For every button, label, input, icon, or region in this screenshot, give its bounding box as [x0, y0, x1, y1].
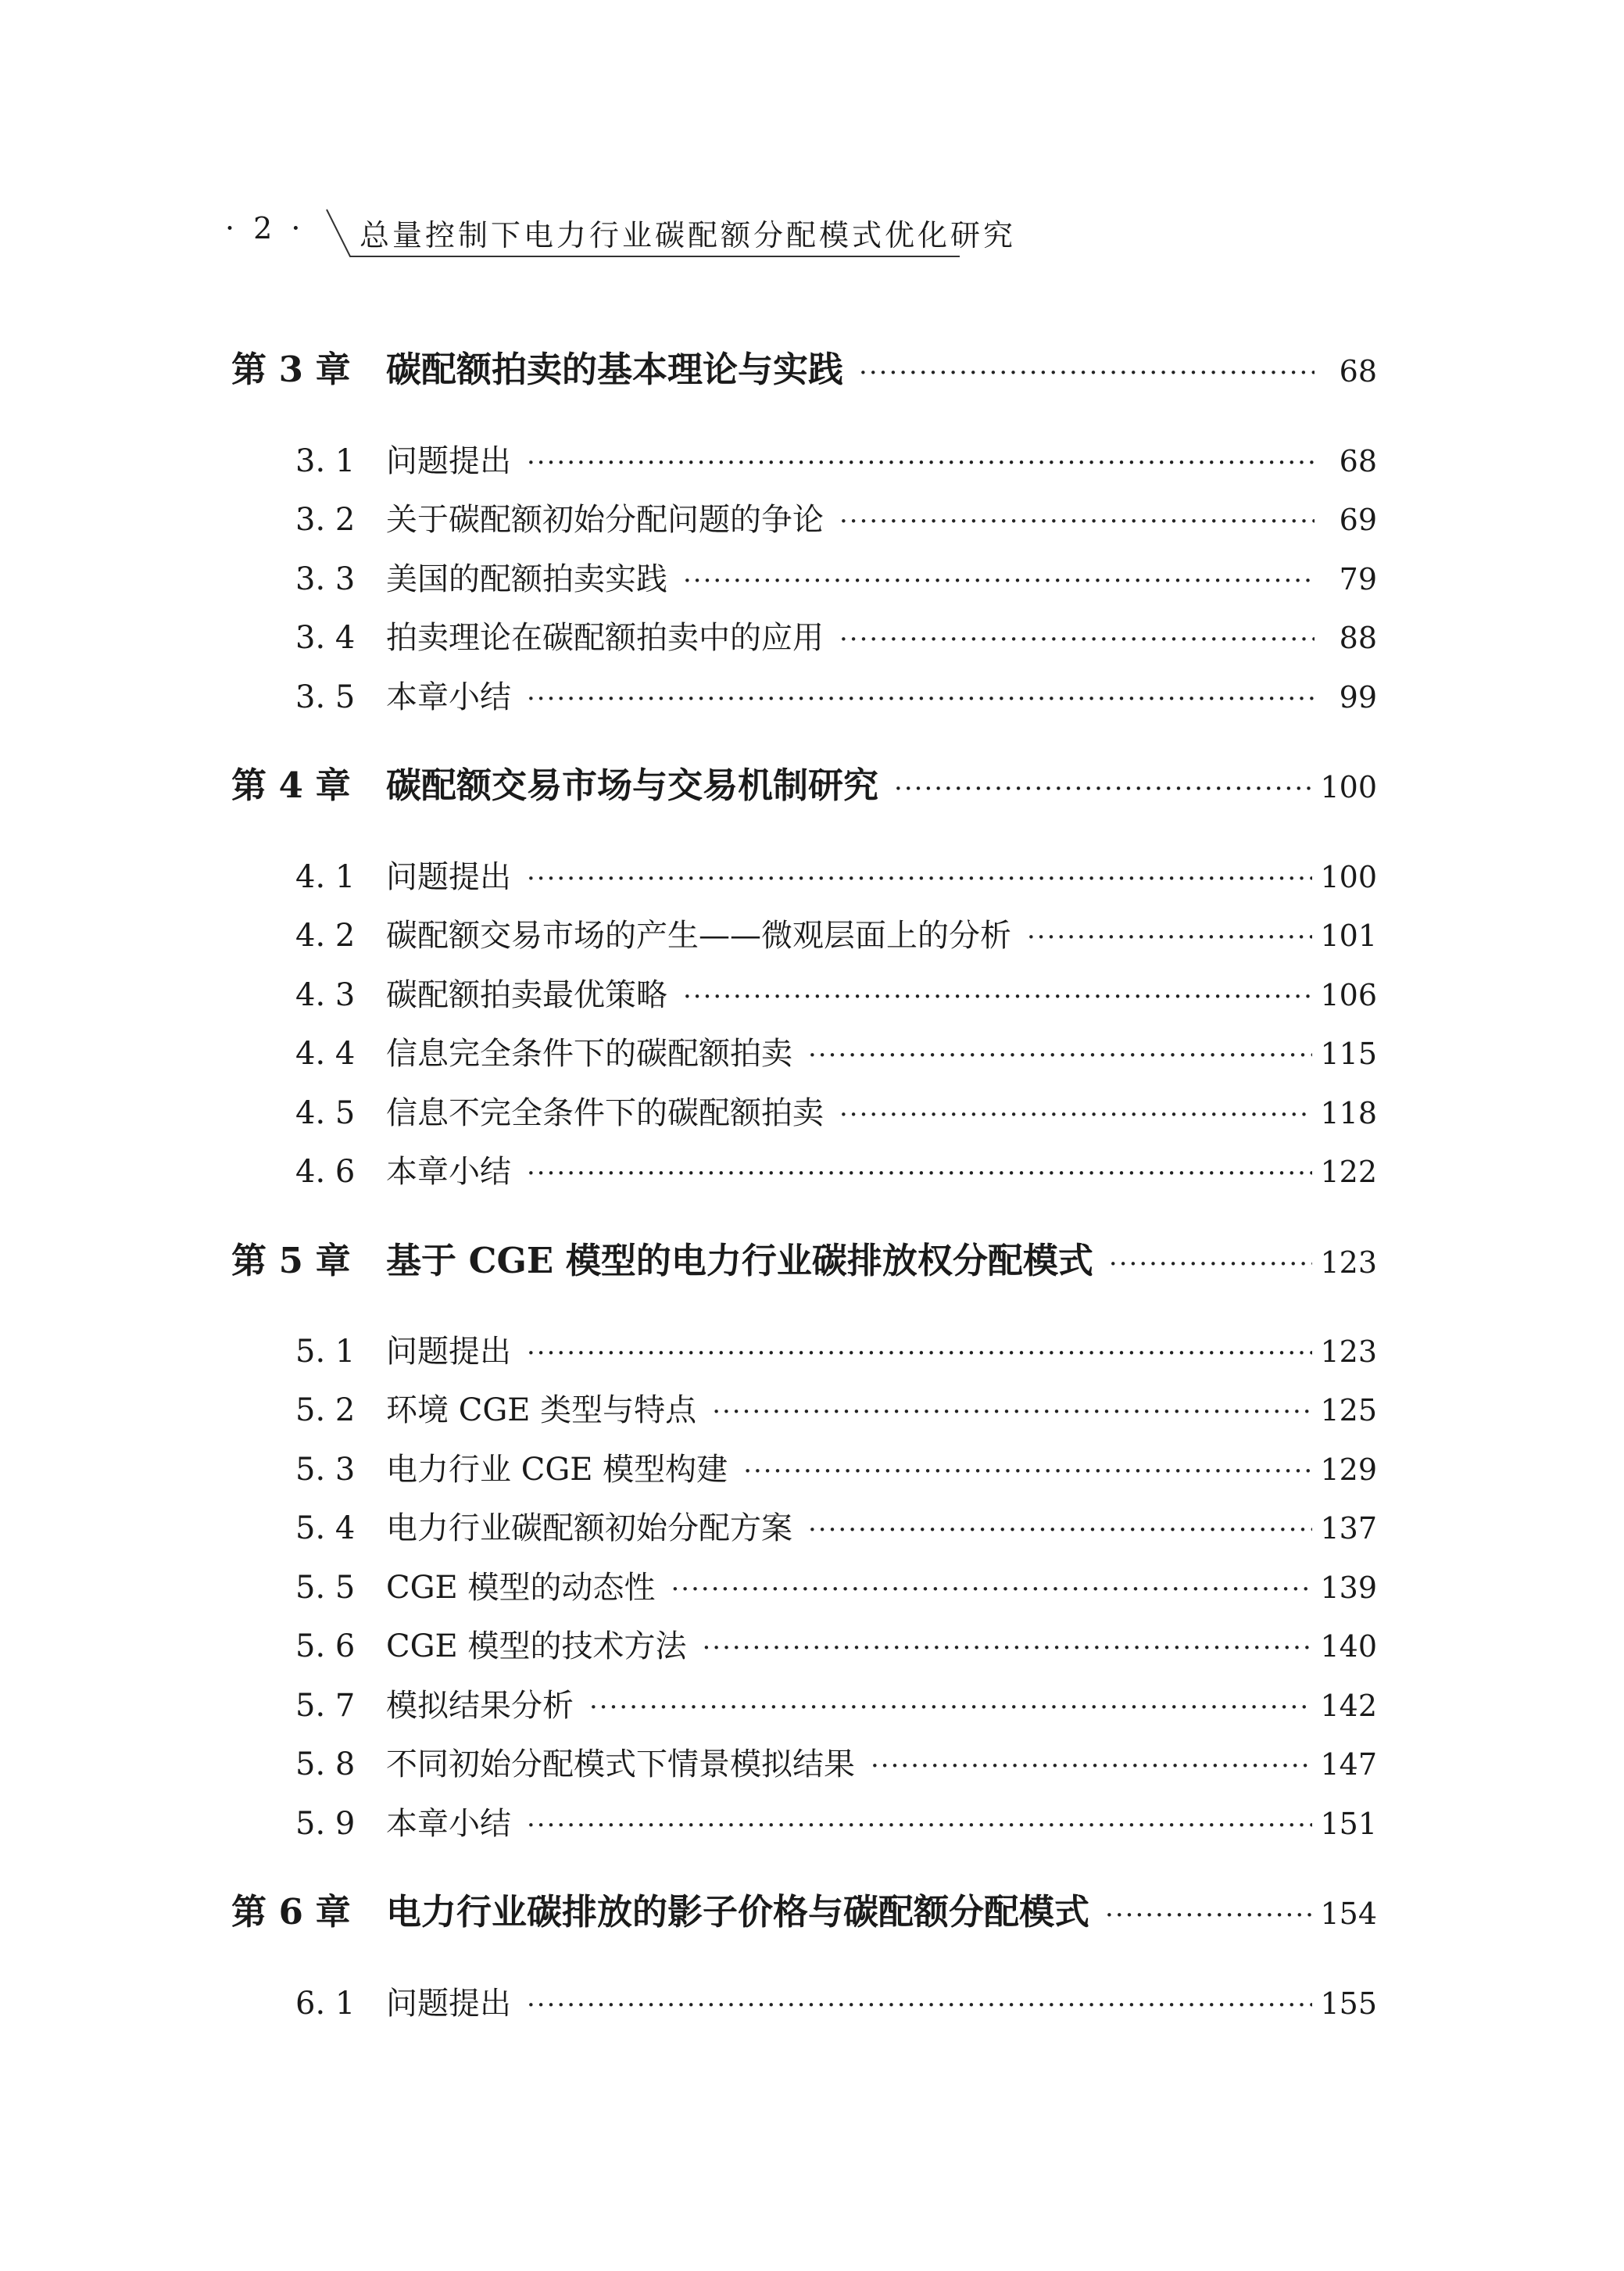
section-title: 环境 CGE 类型与特点	[386, 1392, 697, 1428]
section-number: 5. 1	[295, 1334, 356, 1370]
section-title: 碳配额交易市场的产生——微观层面上的分析	[386, 918, 1011, 954]
toc-section-3-4[interactable]	[295, 613, 1377, 657]
dot-leader	[859, 357, 1315, 389]
section-title: 电力行业碳配额初始分配方案	[386, 1510, 792, 1546]
dot-leader	[808, 1514, 1312, 1546]
page-ref: 122	[1320, 1155, 1377, 1189]
dot-leader	[671, 1574, 1312, 1605]
page-ref: 137	[1320, 1511, 1377, 1546]
page-ref: 129	[1320, 1453, 1377, 1487]
toc-chapter-4[interactable]	[231, 757, 1377, 808]
section-number: 5. 7	[295, 1688, 356, 1724]
section-title: 电力行业 CGE 模型构建	[386, 1452, 728, 1488]
section-title: 不同初始分配模式下情景模拟结果	[386, 1746, 855, 1782]
toc-section-5-3[interactable]	[295, 1445, 1377, 1489]
toc-section-3-5[interactable]	[295, 672, 1377, 717]
section-number: 5. 5	[295, 1570, 356, 1606]
section-title: CGE 模型的技术方法	[386, 1628, 687, 1664]
toc-chapter-3[interactable]	[231, 341, 1377, 392]
section-title: 信息不完全条件下的碳配额拍卖	[386, 1095, 824, 1131]
toc-section-4-3[interactable]	[295, 970, 1377, 1015]
page-ref: 69	[1339, 503, 1377, 537]
toc-section-3-3[interactable]	[295, 554, 1377, 599]
page-ref: 88	[1339, 621, 1377, 655]
section-title: 美国的配额拍卖实践	[386, 561, 667, 597]
section-title: 本章小结	[386, 1806, 511, 1842]
dot-leader	[527, 1158, 1312, 1189]
chapter-title: 碳配额拍卖的基本理论与实践	[386, 349, 844, 390]
dot-leader	[702, 1632, 1312, 1664]
dot-leader	[683, 565, 1315, 596]
section-title: 问题提出	[386, 1334, 511, 1370]
toc-section-5-4[interactable]	[295, 1503, 1377, 1548]
toc-section-5-9[interactable]	[295, 1799, 1377, 1843]
section-title: 问题提出	[386, 443, 511, 479]
section-number: 5. 4	[295, 1510, 356, 1546]
dot-leader	[527, 863, 1312, 894]
page-ref: 155	[1320, 1986, 1377, 2021]
section-title: 本章小结	[386, 1154, 511, 1190]
chapter-title: 基于 CGE 模型的电力行业碳排放权分配模式	[386, 1240, 1093, 1281]
chapter-number: 第 5 章	[231, 1240, 351, 1281]
toc-section-5-5[interactable]	[295, 1563, 1377, 1607]
section-number: 5. 6	[295, 1628, 356, 1664]
page-ref: 123	[1320, 1334, 1377, 1369]
book-title: 总量控制下电力行业碳配额分配模式优化研究	[359, 218, 1017, 253]
section-number: 3. 2	[295, 502, 356, 538]
page-ref: 100	[1320, 770, 1377, 804]
section-number: 5. 2	[295, 1392, 356, 1428]
section-number: 4. 5	[295, 1095, 356, 1131]
page-ref: 106	[1320, 978, 1377, 1012]
toc-section-5-1[interactable]	[295, 1327, 1377, 1371]
dot-leader	[871, 1750, 1312, 1782]
page-ref: 147	[1320, 1747, 1377, 1782]
dot-leader	[527, 1338, 1312, 1369]
dot-leader	[1027, 922, 1312, 953]
section-number: 5. 3	[295, 1452, 356, 1488]
section-number: 3. 1	[295, 443, 356, 479]
page-ref: 101	[1320, 919, 1377, 953]
toc-section-4-6[interactable]	[295, 1147, 1377, 1191]
section-title: 问题提出	[386, 859, 511, 895]
section-title: 信息完全条件下的碳配额拍卖	[386, 1036, 792, 1072]
page-number: · 2 ·	[225, 211, 306, 245]
dot-leader	[589, 1692, 1312, 1723]
toc-section-6-1[interactable]	[295, 1979, 1377, 2023]
dot-leader	[527, 683, 1315, 715]
section-number: 3. 3	[295, 561, 356, 597]
toc-chapter-5[interactable]	[231, 1232, 1377, 1283]
toc-section-4-1[interactable]	[295, 852, 1377, 897]
section-title: 问题提出	[386, 1986, 511, 2022]
section-number: 4. 4	[295, 1036, 356, 1072]
toc-section-4-4[interactable]	[295, 1029, 1377, 1073]
section-number: 4. 2	[295, 918, 356, 954]
page-ref: 68	[1339, 354, 1377, 389]
dot-leader	[527, 1990, 1312, 2021]
section-title: 碳配额拍卖最优策略	[386, 977, 667, 1013]
section-title: CGE 模型的动态性	[386, 1570, 656, 1606]
section-number: 4. 6	[295, 1154, 356, 1190]
page-ref: 154	[1320, 1897, 1377, 1931]
toc-section-4-5[interactable]	[295, 1088, 1377, 1133]
toc-chapter-6[interactable]	[231, 1883, 1377, 1934]
section-title: 拍卖理论在碳配额拍卖中的应用	[386, 620, 824, 656]
dot-leader	[839, 624, 1315, 655]
dot-leader	[712, 1396, 1312, 1427]
toc-section-5-6[interactable]	[295, 1621, 1377, 1666]
toc-section-4-2[interactable]	[295, 911, 1377, 955]
dot-leader	[683, 981, 1312, 1012]
page-ref: 68	[1339, 444, 1377, 478]
toc-section-5-8[interactable]	[295, 1739, 1377, 1784]
toc-section-3-1[interactable]	[295, 436, 1377, 481]
section-number: 6. 1	[295, 1986, 356, 2022]
section-number: 4. 1	[295, 859, 356, 895]
page-ref: 139	[1320, 1571, 1377, 1605]
chapter-number: 第 4 章	[231, 765, 351, 806]
page-ref: 99	[1339, 680, 1377, 715]
page-ref: 118	[1320, 1096, 1377, 1130]
chapter-number: 第 3 章	[231, 349, 351, 390]
chapter-number: 第 6 章	[231, 1891, 351, 1932]
section-number: 5. 9	[295, 1806, 356, 1842]
dot-leader	[894, 773, 1312, 804]
section-title: 模拟结果分析	[386, 1688, 574, 1724]
section-title: 本章小结	[386, 679, 511, 715]
page-ref: 140	[1320, 1629, 1377, 1664]
section-title: 关于碳配额初始分配问题的争论	[386, 502, 824, 538]
section-number: 3. 5	[295, 679, 356, 715]
chapter-title: 碳配额交易市场与交易机制研究	[386, 765, 879, 806]
dot-leader	[1109, 1248, 1313, 1280]
dot-leader	[808, 1040, 1312, 1071]
section-number: 5. 8	[295, 1746, 356, 1782]
page-ref: 79	[1339, 562, 1377, 596]
page-ref: 142	[1320, 1689, 1377, 1723]
page-ref: 115	[1320, 1037, 1377, 1071]
dot-leader	[527, 447, 1315, 478]
dot-leader	[1105, 1900, 1312, 1931]
chapter-title: 电力行业碳排放的影子价格与碳配额分配模式	[386, 1891, 1090, 1932]
page-ref: 125	[1320, 1393, 1377, 1427]
section-number: 4. 3	[295, 977, 356, 1013]
page-ref: 123	[1320, 1245, 1377, 1280]
page-ref: 151	[1320, 1807, 1377, 1841]
dot-leader	[839, 506, 1315, 537]
dot-leader	[527, 1810, 1312, 1841]
dot-leader	[839, 1099, 1312, 1130]
toc-section-5-7[interactable]	[295, 1681, 1377, 1725]
dot-leader	[743, 1456, 1312, 1487]
toc-section-5-2[interactable]	[295, 1385, 1377, 1430]
toc-section-3-2[interactable]	[295, 495, 1377, 539]
page-ref: 100	[1320, 860, 1377, 894]
section-number: 3. 4	[295, 620, 356, 656]
